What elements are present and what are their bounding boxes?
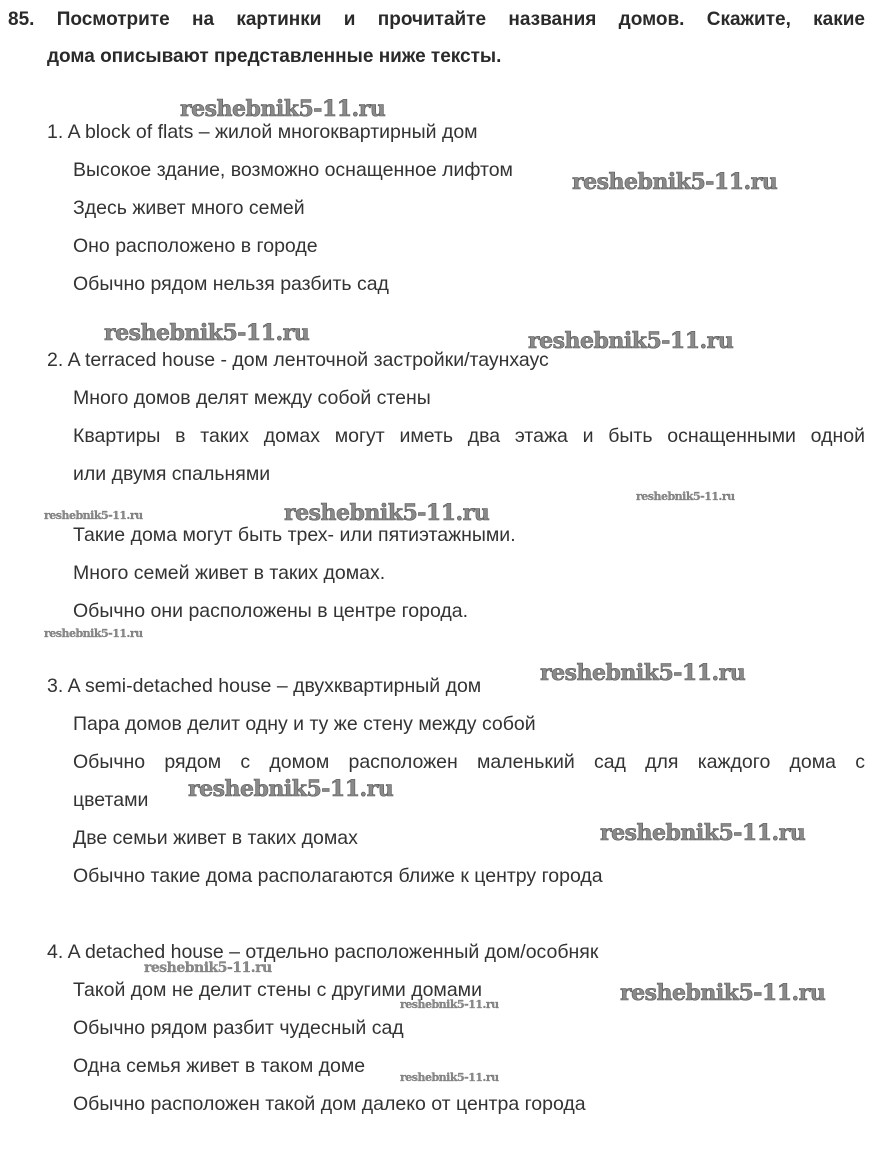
- watermark: reshebnik5-11.ru: [188, 776, 394, 802]
- watermark: reshebnik5-11.ru: [104, 320, 310, 346]
- watermark: reshebnik5-11.ru: [572, 169, 778, 195]
- item-line: Такой дом не делит стены с другими домами: [73, 979, 482, 1001]
- item-title: 1. A block of flats – жилой многоквартирный дом: [47, 121, 478, 143]
- item-line: Много домов делят между собой стены: [73, 387, 431, 409]
- watermark: reshebnik5-11.ru: [180, 96, 386, 122]
- item-line: Много семей живет в таких домах.: [73, 562, 386, 584]
- item-line: Две семьи живет в таких домах: [73, 827, 358, 849]
- watermark: reshebnik5-11.ru: [620, 980, 826, 1006]
- watermark: reshebnik5-11.ru: [636, 490, 735, 503]
- watermark: reshebnik5-11.ru: [44, 627, 143, 640]
- watermark: reshebnik5-11.ru: [144, 960, 272, 976]
- watermark: reshebnik5-11.ru: [284, 500, 490, 526]
- item-title: 4. A detached house – отдельно расположенный дом/особняк: [47, 941, 599, 963]
- item-line: Квартиры в таких домах могут иметь два этажа и быть оснащенными одной: [73, 425, 865, 447]
- item-title: 3. A semi-detached house – двухквартирный дом: [47, 675, 482, 697]
- item-line: Одна семья живет в таком доме: [73, 1055, 366, 1077]
- item-line: или двумя спальнями: [73, 463, 271, 485]
- watermark: reshebnik5-11.ru: [600, 820, 806, 846]
- watermark: reshebnik5-11.ru: [528, 328, 734, 354]
- item-line: Обычно они расположены в центре города.: [73, 600, 469, 622]
- item-line: цветами: [73, 789, 149, 811]
- item-line: Обычно такие дома располагаются ближе к центру города: [73, 865, 603, 887]
- item-line: Обычно расположен такой дом далеко от центра города: [73, 1093, 586, 1115]
- watermark: reshebnik5-11.ru: [400, 998, 499, 1011]
- watermark: reshebnik5-11.ru: [44, 509, 143, 522]
- item-line: Обычно рядом разбит чудесный сад: [73, 1017, 404, 1039]
- item-line: Обычно рядом с домом расположен маленький сад для каждого дома с: [73, 751, 865, 773]
- item-line: Здесь живет много семей: [73, 197, 305, 219]
- heading-line-2: дома описывают представленные ниже тексты.: [47, 46, 502, 67]
- watermark: reshebnik5-11.ru: [400, 1071, 499, 1084]
- item-title: 2. A terraced house - дом ленточной застройки/таунхаус: [47, 349, 549, 371]
- item-line: Оно расположено в городе: [73, 235, 318, 257]
- heading-line-1: 85. Посмотрите на картинки и прочитайте названия домов. Скажите, какие: [8, 9, 865, 30]
- item-line: Высокое здание, возможно оснащенное лифтом: [73, 159, 513, 181]
- item-line: Такие дома могут быть трех- или пятиэтажными.: [73, 524, 516, 546]
- watermark: reshebnik5-11.ru: [540, 660, 746, 686]
- item-line: Пара домов делит одну и ту же стену между собой: [73, 713, 536, 735]
- item-line: Обычно рядом нельзя разбить сад: [73, 273, 389, 295]
